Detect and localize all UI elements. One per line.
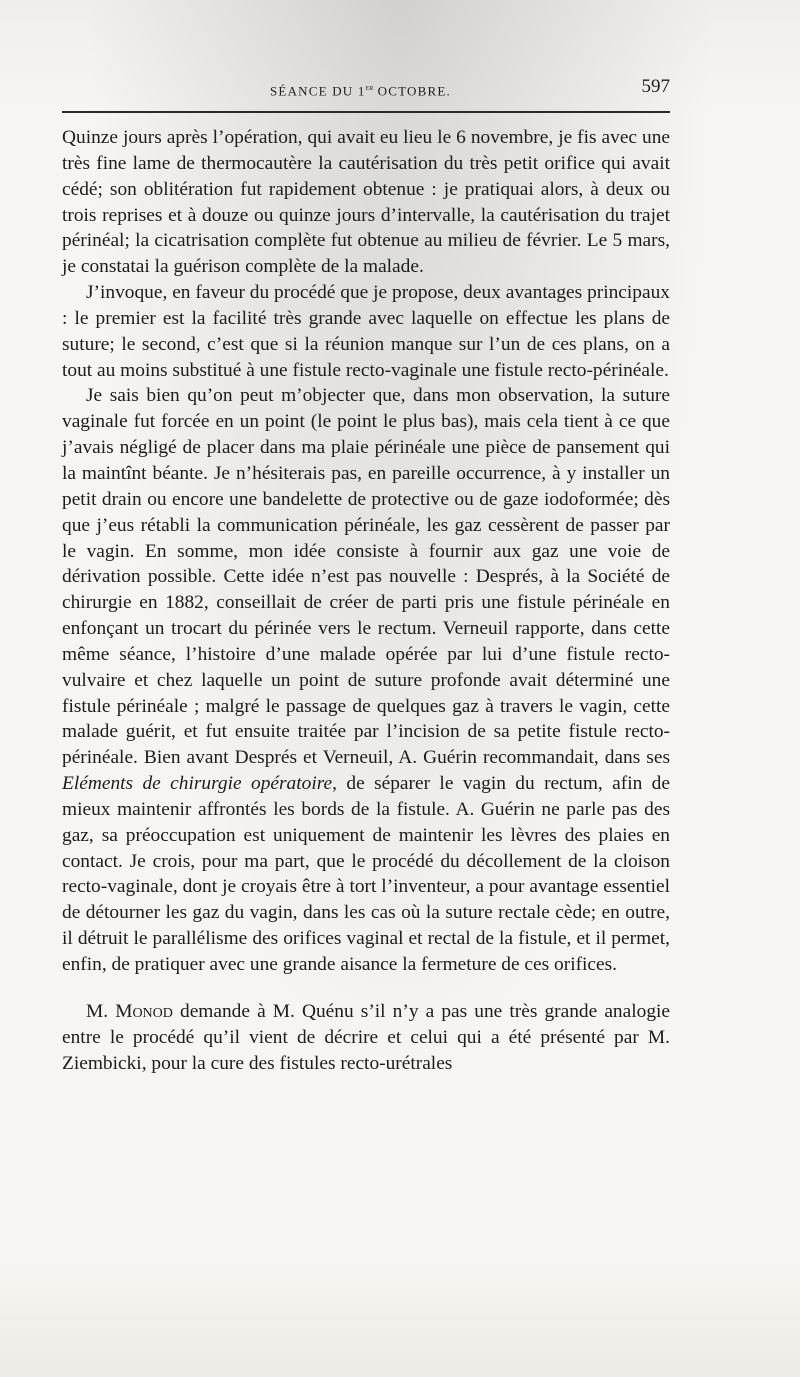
paragraph-4: [62, 999, 670, 1077]
running-title-suffix: OCTOBRE.: [373, 83, 451, 99]
paragraph-4-text: demande à M. Quénu s’il n’y a pas une très grande analogie entre le procédé qu’il vient de décrire et celui qui a été présenté par M. Ziembicki, pour la cure des fistules recto-urétrales: [62, 1000, 671, 1074]
paragraph-4-prefix: M.: [86, 1000, 116, 1022]
paragraph-2: J’invoque, en faveur du procédé que je propose, deux avantages principaux : le premier est la facilité très grande avec laquelle on effectue les plans de suture; le second, c’est que si la réunion manque sur l’un de ces plans, on a tout au moins substitué à une fistule recto-vaginale une fistule recto-périnéale.: [62, 282, 670, 381]
header-rule: [62, 111, 670, 113]
paragraph-3-text-start: Je sais bien qu’on peut m’objecter que, dans mon observation, la suture vaginale fut forcée en un point (le point le plus bas), mais cela tient à ce que j’avais négligé de placer dans ma plaie périnéale une pièce de pansement qui la maintînt béante. Je n’hésiterais pas, en pareille occurrence, à y installer un petit drain ou encore une bandelette de protective ou de gaze iodoformée; dès que j’eus rétabli la communication périnéale, les gaz cessèrent de passer par le vagin. En somme, mon idée consiste à fournir aux gaz une voie de dérivation possible. Cette idée n’est pas nouvelle : Després, à la Société de chirurgie en 1882, conseillait de créer de parti pris une fistule périnéale en enfonçant un trocart du périnée vers le rectum. Verneuil rapporte, dans cette même séance, l’histoire d’une malade opérée par lui d’une fistule recto-vulvaire et chez laquelle un point de suture profonde avait déterminé une fistule périnéale ; malgré le passage de quelques gaz à travers le vagin, cette malade guérit, et fut ensuite traitée par l’incision de sa petite fistule recto-périnéale. Bien avant Després et Verneuil, A. Guérin recommandait, dans ses: [62, 385, 670, 769]
page-number: 597: [641, 76, 670, 97]
paragraph-1: Quinze jours après l’opération, qui avait eu lieu le 6 novembre, je fis avec une très fine lame de thermocautère la cautérisation du très petit orifice qui avait cédé; son oblitération fut rapidement obtenue : je pratiquai alors, à deux ou trois reprises et à douze ou quinze jours d’intervalle, la cautérisation du trajet périnéal; la cicatrisation complète fut obtenue au milieu de février. Le 5 mars, je constatai la guérison complète de la malade.: [62, 127, 670, 278]
paragraph-3: [62, 383, 670, 977]
speaker-name: Monod: [115, 1000, 173, 1022]
page-header: [62, 76, 670, 102]
running-title: [270, 82, 451, 99]
running-title-prefix: SÉANCE DU 1: [270, 83, 366, 99]
paragraph-3-text-end: , de séparer le vagin du rectum, afin de mieux maintenir affrontés les bords de la fistule. A. Guérin ne parle pas des gaz, sa préoccupation est uniquement de maintenir les lèvres des plaies en contact. Je crois, pour ma part, que le procédé du décollement de la cloison recto-vaginale, dont je croyais être à tort l’inventeur, a pour avantage essentiel de détourner les gaz du vagin, dans les cas où la suture rectale cède; en outre, il détruit le parallélisme des orifices vaginal et rectal de la fistule, et il permet, enfin, de pratiquer avec une grande aisance la fermeture de ces orifices.: [62, 773, 670, 975]
body-text: [62, 125, 670, 1076]
running-title-superscript: er: [365, 82, 374, 92]
book-title: Eléments de chirurgie opératoire: [62, 773, 333, 795]
